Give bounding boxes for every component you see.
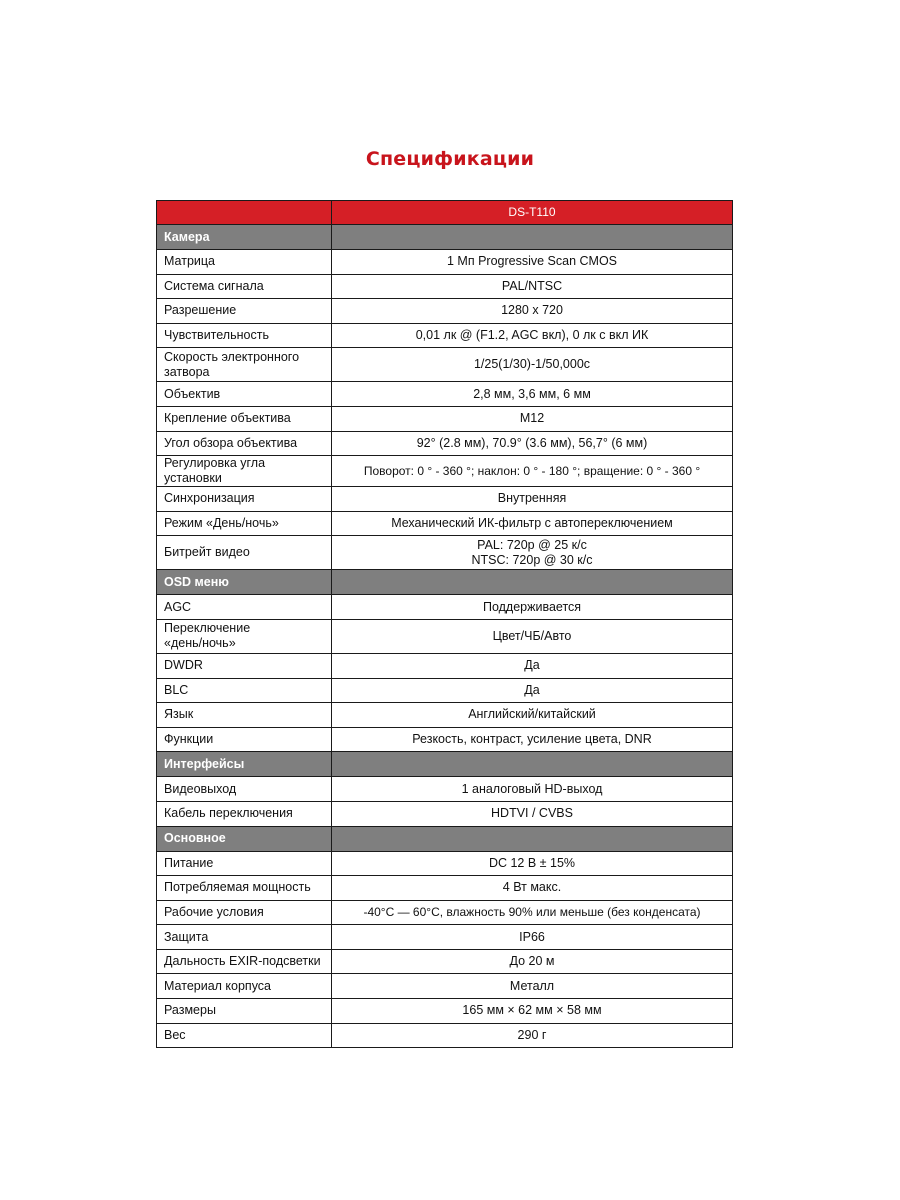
spec-value: HDTVI / CVBS — [332, 801, 733, 826]
spec-row — [157, 250, 733, 275]
spec-value: M12 — [332, 406, 733, 431]
spec-value: Да — [332, 678, 733, 703]
spec-value: IP66 — [332, 925, 733, 950]
spec-label: Регулировка угла установки — [157, 456, 332, 487]
spec-value: Цвет/ЧБ/Авто — [332, 619, 733, 653]
spec-label: Матрица — [157, 250, 332, 275]
spec-label: Материал корпуса — [157, 974, 332, 999]
section-header — [157, 826, 733, 851]
spec-value: Резкость, контраст, усиление цвета, DNR — [332, 727, 733, 752]
section-header — [157, 225, 733, 250]
spec-row — [157, 323, 733, 348]
spec-value: 2,8 мм, 3,6 мм, 6 мм — [332, 382, 733, 407]
spec-row — [157, 382, 733, 407]
spec-row — [157, 456, 733, 487]
spec-row — [157, 727, 733, 752]
spec-row — [157, 487, 733, 512]
spec-row — [157, 511, 733, 536]
spec-label: Питание — [157, 851, 332, 876]
spec-value: Металл — [332, 974, 733, 999]
spec-value — [332, 536, 733, 570]
spec-label: Переключение «день/ночь» — [157, 619, 332, 653]
spec-row — [157, 619, 733, 653]
spec-label: Язык — [157, 703, 332, 728]
spec-value: До 20 м — [332, 949, 733, 974]
section-name: OSD меню — [157, 570, 332, 595]
spec-row — [157, 703, 733, 728]
spec-label: Потребляемая мощность — [157, 876, 332, 901]
spec-row — [157, 536, 733, 570]
spec-row — [157, 777, 733, 802]
spec-table — [156, 200, 733, 1048]
spec-label: Синхронизация — [157, 487, 332, 512]
spec-row — [157, 348, 733, 382]
spec-value-line: NTSC: 720p @ 30 к/с — [471, 552, 593, 567]
section-name: Интерфейсы — [157, 752, 332, 777]
spec-value: Да — [332, 653, 733, 678]
spec-row — [157, 999, 733, 1024]
spec-row — [157, 925, 733, 950]
spec-value: Поворот: 0 ° - 360 °; наклон: 0 ° - 180 °; вращение: 0 ° - 360 ° — [332, 456, 733, 487]
spec-label: Функции — [157, 727, 332, 752]
spec-value: Внутренняя — [332, 487, 733, 512]
spec-label: Видеовыход — [157, 777, 332, 802]
spec-label: Объектив — [157, 382, 332, 407]
spec-value: 1280 x 720 — [332, 299, 733, 324]
model-name: DS-T110 — [332, 201, 733, 225]
spec-label: Кабель переключения — [157, 801, 332, 826]
spec-label: Угол обзора объектива — [157, 431, 332, 456]
spec-label: Битрейт видео — [157, 536, 332, 570]
spec-value: Английский/китайский — [332, 703, 733, 728]
spec-label: Режим «День/ночь» — [157, 511, 332, 536]
spec-row — [157, 299, 733, 324]
spec-row — [157, 851, 733, 876]
spec-row — [157, 1023, 733, 1048]
spec-row — [157, 431, 733, 456]
spec-value: Механический ИК-фильтр с автопереключением — [332, 511, 733, 536]
section-header — [157, 752, 733, 777]
spec-row — [157, 949, 733, 974]
spec-label: Вес — [157, 1023, 332, 1048]
spec-label: Размеры — [157, 999, 332, 1024]
spec-row — [157, 974, 733, 999]
spec-label: Система сигнала — [157, 274, 332, 299]
spec-row — [157, 406, 733, 431]
spec-label: Рабочие условия — [157, 900, 332, 925]
spec-row — [157, 595, 733, 620]
spec-value: 4 Вт макс. — [332, 876, 733, 901]
page-title: Спецификации — [365, 148, 535, 170]
spec-value: 290 г — [332, 1023, 733, 1048]
spec-label: BLC — [157, 678, 332, 703]
spec-label: Защита — [157, 925, 332, 950]
spec-row — [157, 900, 733, 925]
spec-value: 1 аналоговый HD-выход — [332, 777, 733, 802]
spec-row — [157, 876, 733, 901]
section-header — [157, 570, 733, 595]
spec-value-line: PAL: 720p @ 25 к/с — [477, 537, 587, 552]
spec-label: Крепление объектива — [157, 406, 332, 431]
spec-value: PAL/NTSC — [332, 274, 733, 299]
model-header-row — [157, 201, 733, 225]
spec-value: 165 мм × 62 мм × 58 мм — [332, 999, 733, 1024]
spec-label: Дальность EXIR-подсветки — [157, 949, 332, 974]
spec-row — [157, 274, 733, 299]
spec-row — [157, 801, 733, 826]
spec-value: 92° (2.8 мм), 70.9° (3.6 мм), 56,7° (6 мм) — [332, 431, 733, 456]
spec-label: AGC — [157, 595, 332, 620]
model-header-blank — [157, 201, 332, 225]
spec-row — [157, 678, 733, 703]
section-name: Основное — [157, 826, 332, 851]
spec-value: 0,01 лк @ (F1.2, AGC вкл), 0 лк с вкл ИК — [332, 323, 733, 348]
spec-value: Поддерживается — [332, 595, 733, 620]
spec-row — [157, 653, 733, 678]
spec-value: -40°C — 60°C, влажность 90% или меньше (без конденсата) — [332, 900, 733, 925]
spec-label: DWDR — [157, 653, 332, 678]
section-name: Камера — [157, 225, 332, 250]
spec-label: Разрешение — [157, 299, 332, 324]
spec-value: 1 Мп Progressive Scan CMOS — [332, 250, 733, 275]
spec-label: Чувствительность — [157, 323, 332, 348]
spec-value: DC 12 В ± 15% — [332, 851, 733, 876]
spec-label: Скорость электронного затвора — [157, 348, 332, 382]
spec-value: 1/25(1/30)-1/50,000с — [332, 348, 733, 382]
